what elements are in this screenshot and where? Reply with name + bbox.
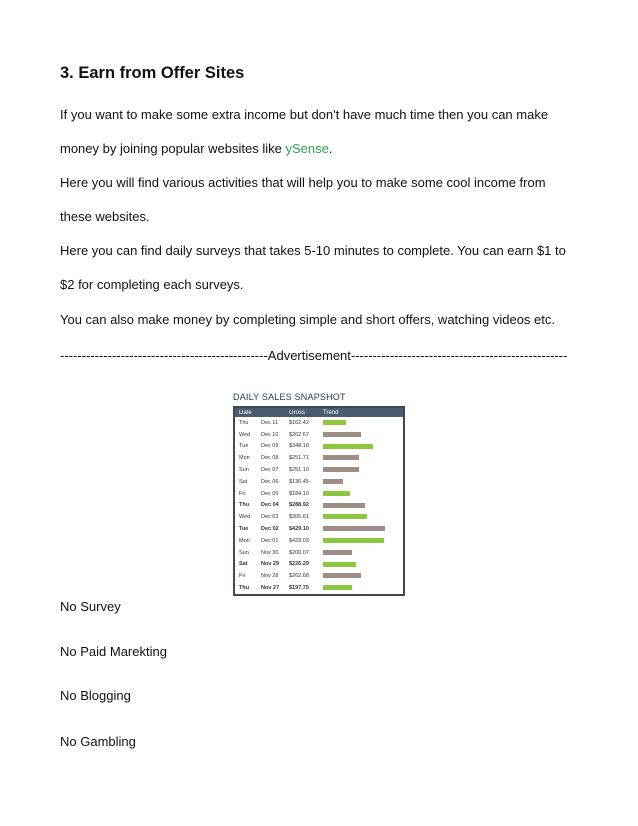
trend-bar xyxy=(323,503,365,508)
snapshot-trend-cell xyxy=(323,488,403,500)
snapshot-day: Tue xyxy=(239,443,249,450)
snapshot-rows xyxy=(235,417,403,594)
snapshot-gross: $429.10 xyxy=(289,526,309,533)
snapshot-row xyxy=(235,429,403,441)
snapshot-date: Dec 08 xyxy=(261,455,279,462)
list-item-no-paid-marketing: No Paid Marekting xyxy=(60,644,167,659)
snapshot-row xyxy=(235,582,403,594)
list-item-no-survey: No Survey xyxy=(60,599,121,614)
snapshot-date: Dec 04 xyxy=(261,502,279,509)
snapshot-row xyxy=(235,464,403,476)
snapshot-gross: $348.18 xyxy=(289,443,309,450)
snapshot-date: Nov 30 xyxy=(261,549,279,556)
snapshot-trend-cell xyxy=(323,452,403,464)
snapshot-trend-cell xyxy=(323,500,403,512)
snapshot-table xyxy=(233,406,405,596)
snapshot-day: Wed xyxy=(239,514,251,521)
snapshot-day: Sat xyxy=(239,561,248,568)
ysense-link[interactable]: ySense xyxy=(285,141,329,156)
snapshot-date: Dec 05 xyxy=(261,490,279,497)
trend-bar xyxy=(323,420,346,425)
snapshot-row xyxy=(235,559,403,571)
advertisement-divider: ------------------------------------------------Advertisement-------------------------------------------------- xyxy=(60,348,568,363)
snapshot-day: Wed xyxy=(239,431,251,438)
snapshot-row xyxy=(235,570,403,582)
snapshot-date: Dec 03 xyxy=(261,514,279,521)
trend-bar xyxy=(323,526,385,531)
paragraph-1-period: . xyxy=(328,141,333,156)
snapshot-date: Dec 07 xyxy=(261,467,279,474)
snapshot-trend-cell xyxy=(323,535,403,547)
trend-bar xyxy=(323,491,350,496)
snapshot-day: Thu xyxy=(239,502,250,509)
header-gross: Gross xyxy=(289,409,306,416)
snapshot-trend-cell xyxy=(323,511,403,523)
snapshot-date: Nov 27 xyxy=(261,585,280,592)
snapshot-date: Nov 28 xyxy=(261,573,279,580)
snapshot-row xyxy=(235,488,403,500)
trend-bar xyxy=(323,550,352,555)
paragraph-1 xyxy=(60,98,590,166)
snapshot-row xyxy=(235,547,403,559)
header-trend: Trend xyxy=(323,409,339,416)
snapshot-gross: $226.29 xyxy=(289,561,309,568)
snapshot-date: Nov 29 xyxy=(261,561,280,568)
snapshot-trend-cell xyxy=(323,429,403,441)
snapshot-row xyxy=(235,452,403,464)
trend-bar xyxy=(323,514,367,519)
snapshot-gross: $423.03 xyxy=(289,537,309,544)
snapshot-row xyxy=(235,500,403,512)
paragraph-2 xyxy=(60,166,590,234)
trend-bar xyxy=(323,444,373,449)
snapshot-row xyxy=(235,523,403,535)
snapshot-trend-cell xyxy=(323,582,403,594)
snapshot-date: Dec 02 xyxy=(261,526,279,533)
snapshot-trend-cell xyxy=(323,464,403,476)
snapshot-gross: $197.75 xyxy=(289,585,309,592)
snapshot-gross: $184.10 xyxy=(289,490,309,497)
snapshot-gross: $305.61 xyxy=(289,514,309,521)
sales-snapshot-image xyxy=(233,390,405,596)
snapshot-gross: $162.42 xyxy=(289,419,309,426)
paragraph-1-text: money by joining popular websites like xyxy=(60,141,286,156)
trend-bar xyxy=(323,573,361,578)
snapshot-trend-cell xyxy=(323,559,403,571)
snapshot-row xyxy=(235,476,403,488)
snapshot-day: Fri xyxy=(239,573,246,580)
snapshot-row xyxy=(235,441,403,453)
snapshot-day: Thu xyxy=(239,419,249,426)
snapshot-trend-cell xyxy=(323,547,403,559)
snapshot-day: Sun xyxy=(239,549,249,556)
paragraph-4: You can also make money by completing simple and short offers, watching videos etc. xyxy=(60,312,555,327)
trend-bar xyxy=(323,538,384,543)
paragraph-3-line-1: Here you can find daily surveys that takes 5-10 minutes to complete. You can earn $1 to xyxy=(60,243,566,258)
paragraph-2-line-1: Here you will find various activities that will help you to make some cool income from xyxy=(60,175,546,190)
snapshot-day: Sat xyxy=(239,478,248,485)
snapshot-trend-cell xyxy=(323,417,403,429)
trend-bar xyxy=(323,585,352,590)
snapshot-gross: $200.07 xyxy=(289,549,309,556)
paragraph-3-line-2: $2 for completing each surveys. xyxy=(60,277,244,292)
trend-bar xyxy=(323,432,361,437)
snapshot-gross: $251.10 xyxy=(289,467,309,474)
snapshot-day: Sun xyxy=(239,467,249,474)
snapshot-date: Dec 01 xyxy=(261,537,279,544)
snapshot-day: Fri xyxy=(239,490,246,497)
paragraph-2-line-2: these websites. xyxy=(60,209,150,224)
list-item-no-blogging: No Blogging xyxy=(60,688,131,703)
snapshot-gross: $262.67 xyxy=(289,431,309,438)
snapshot-gross: $288.92 xyxy=(289,502,309,509)
trend-bar xyxy=(323,467,359,472)
snapshot-title: DAILY SALES SNAPSHOT xyxy=(233,392,346,402)
snapshot-day: Mon xyxy=(239,455,250,462)
snapshot-header-row xyxy=(235,408,403,417)
snapshot-row xyxy=(235,511,403,523)
list-item-no-gambling: No Gambling xyxy=(60,734,136,749)
snapshot-gross: $136.45 xyxy=(289,478,309,485)
snapshot-trend-cell xyxy=(323,441,403,453)
paragraph-1-line-1: If you want to make some extra income but don't have much time then you can make xyxy=(60,107,549,122)
snapshot-date: Dec 06 xyxy=(261,478,279,485)
snapshot-trend-cell xyxy=(323,523,403,535)
trend-bar xyxy=(323,479,343,484)
snapshot-row xyxy=(235,535,403,547)
paragraph-1-line-2 xyxy=(60,132,590,166)
snapshot-date: Dec 11 xyxy=(261,419,279,426)
header-date: Date xyxy=(239,409,252,416)
snapshot-day: Thu xyxy=(239,585,250,592)
snapshot-day: Tue xyxy=(239,526,249,533)
section-heading: 3. Earn from Offer Sites xyxy=(60,64,245,82)
snapshot-date: Dec 09 xyxy=(261,443,279,450)
paragraph-3 xyxy=(60,234,590,302)
trend-bar xyxy=(323,562,356,567)
snapshot-gross: $251.71 xyxy=(289,455,309,462)
trend-bar xyxy=(323,455,359,460)
snapshot-date: Dec 10 xyxy=(261,431,279,438)
snapshot-trend-cell xyxy=(323,570,403,582)
snapshot-trend-cell xyxy=(323,476,403,488)
snapshot-day: Mon xyxy=(239,537,250,544)
snapshot-gross: $262.68 xyxy=(289,573,309,580)
snapshot-row xyxy=(235,417,403,429)
